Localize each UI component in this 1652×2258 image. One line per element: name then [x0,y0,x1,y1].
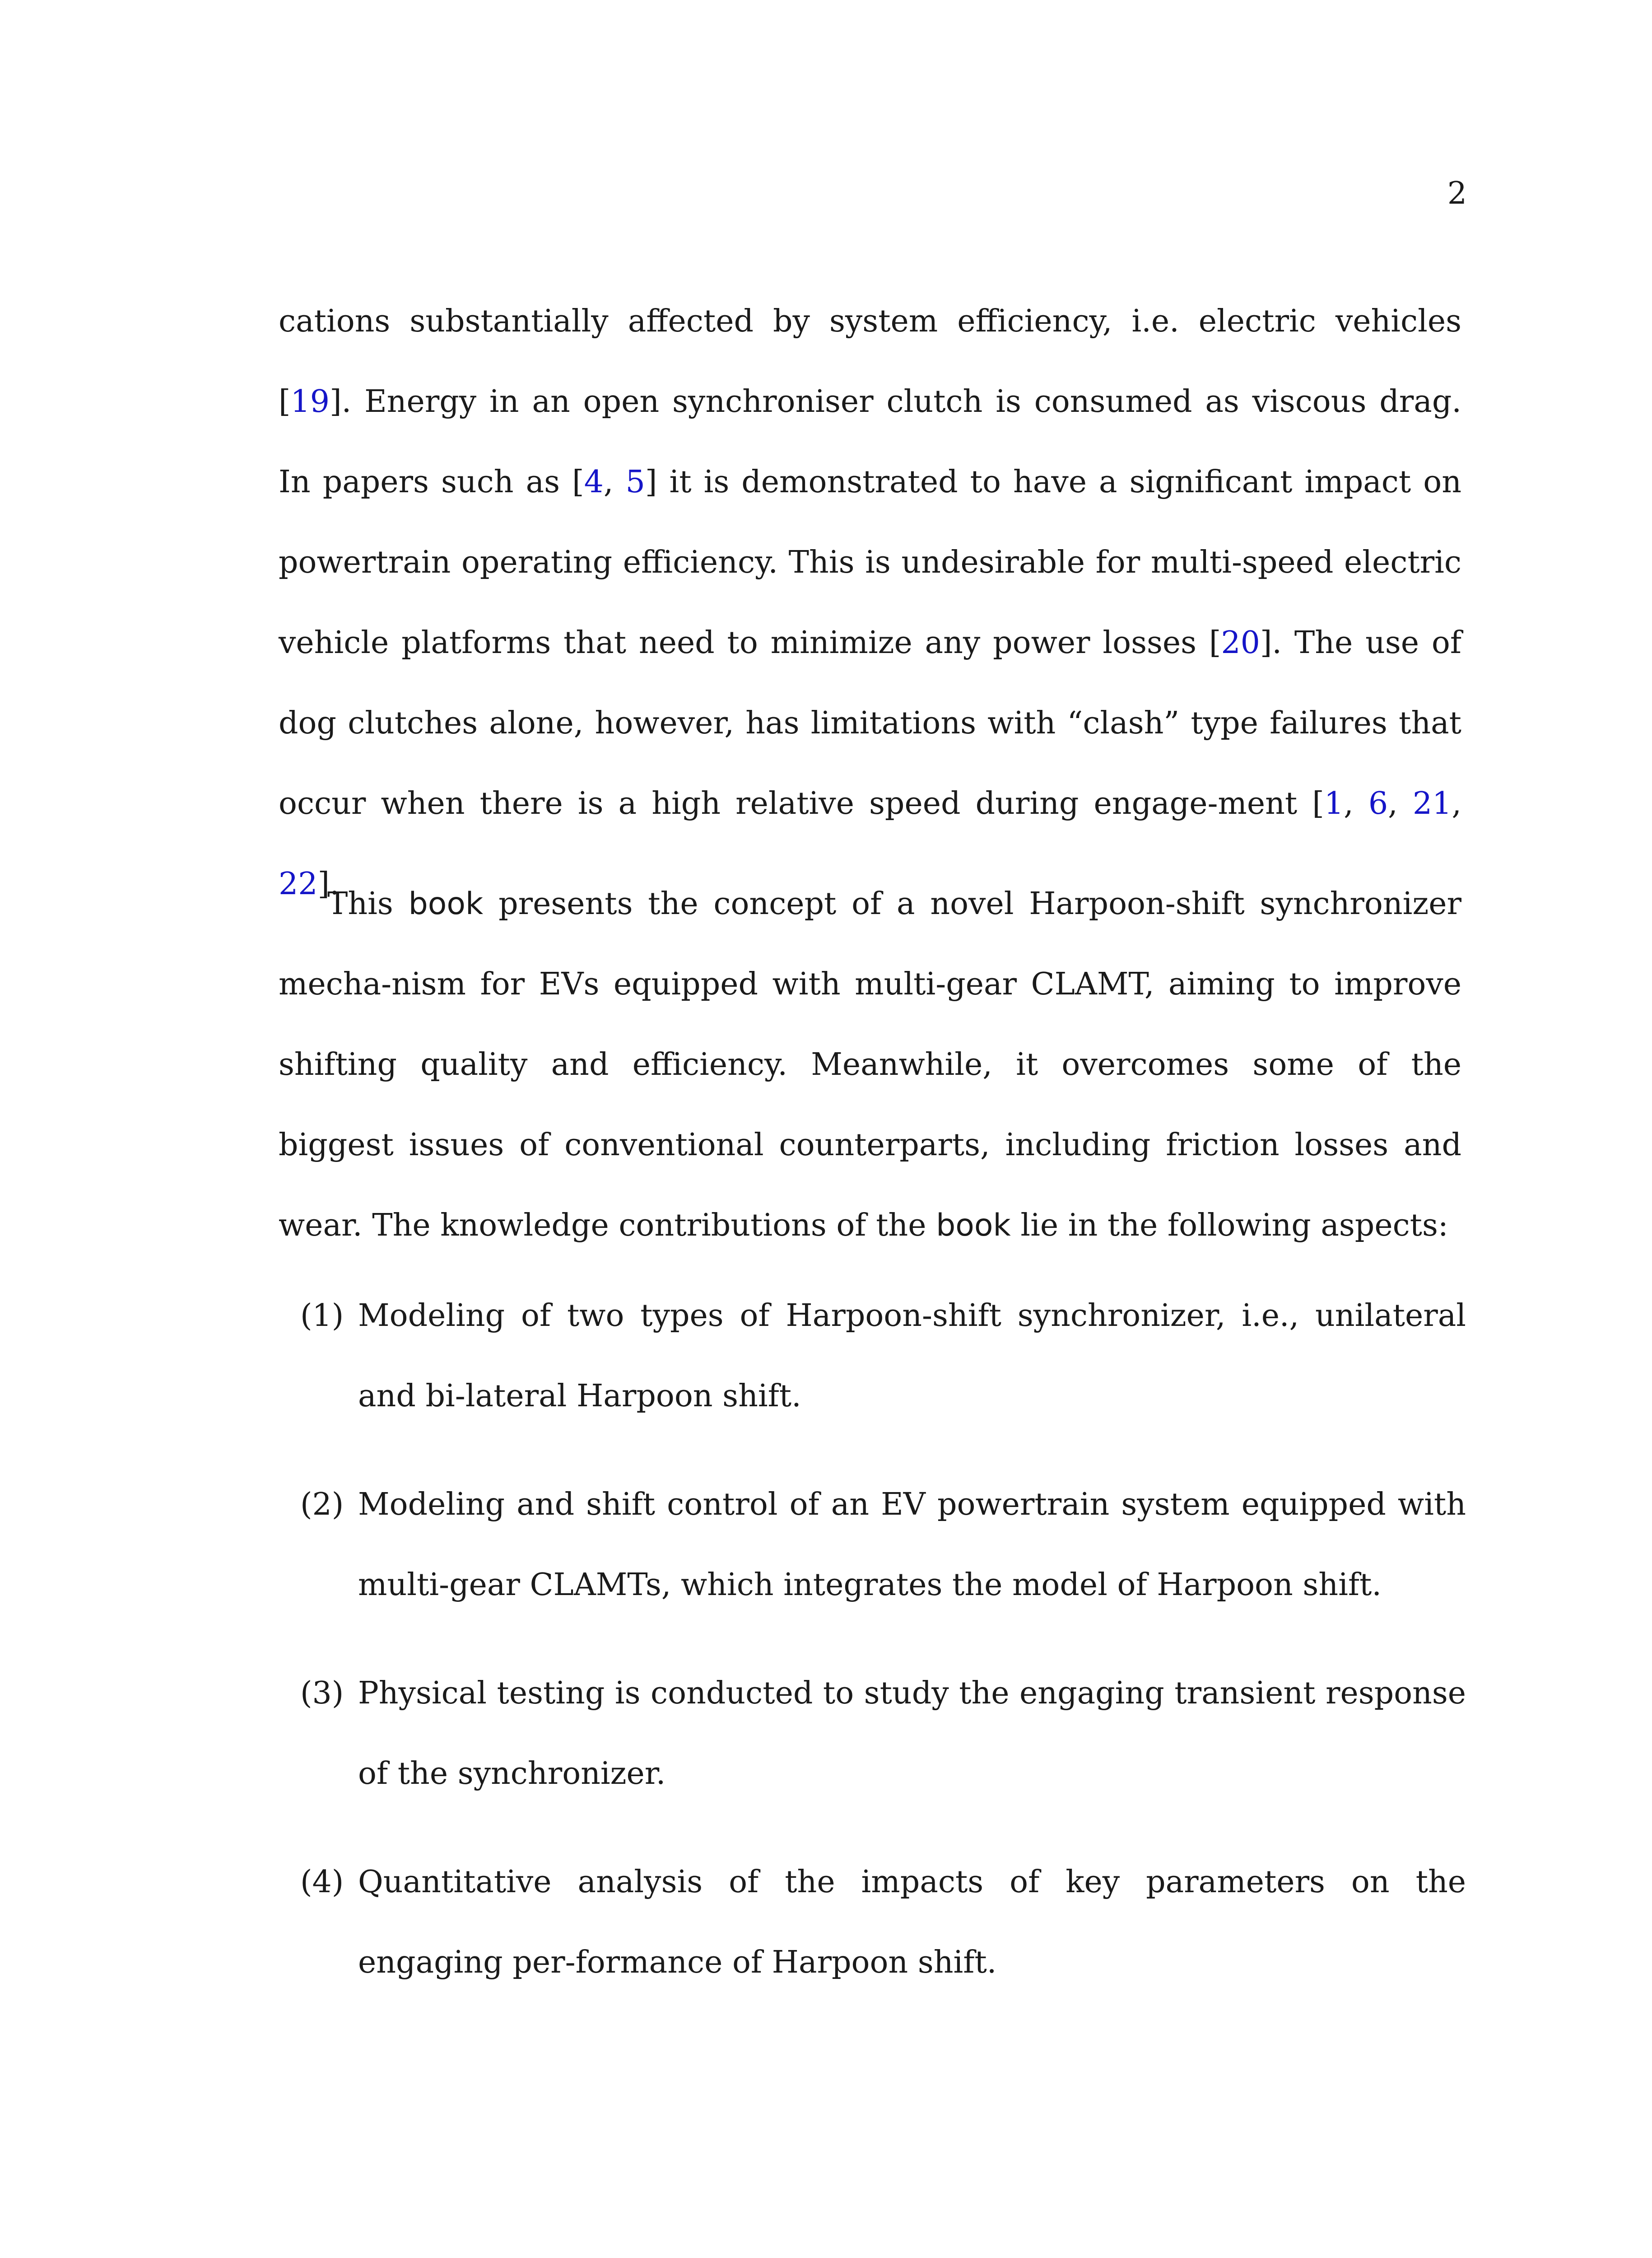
paragraph-text: , [1344,786,1368,821]
list-marker: (4) [300,1864,344,1900]
citation-link-19[interactable]: 19 [290,384,330,420]
list-item-text: Quantitative analysis of the impacts of key parameters on the engaging per-formance of Harpoon shift. [358,1864,1466,1980]
citation-link-1[interactable]: 1 [1324,786,1344,821]
paragraph-text: This [327,886,409,922]
citation-link-6[interactable]: 6 [1368,786,1388,821]
list-marker: (2) [300,1487,344,1522]
list-marker: (3) [300,1675,344,1711]
citation-link-20[interactable]: 20 [1221,625,1260,661]
contributions-list [300,1276,1466,2031]
list-item-text: Modeling and shift control of an EV powertrain system equipped with multi-gear CLAMTs, which integrates the model of Harpoon shift. [358,1487,1466,1603]
paragraph-text: ]. The use of dog clutches alone, however, has limitations with “clash” type failures that occur when there is a high relative speed during engage-ment [ [279,625,1461,821]
list-item-text: Modeling of two types of Harpoon-shift synchronizer, i.e., unilateral and bi-lateral Harpoon shift. [358,1298,1466,1414]
list-item [300,1842,1466,2003]
paragraph-text: cations substantially affected by system efficiency, i.e. electric vehicles [ [279,303,1461,420]
list-item [300,1653,1466,1814]
paragraph-text: lie in the following aspects: [1010,1208,1448,1243]
list-item [300,1276,1466,1437]
citation-link-22[interactable]: 22 [279,866,318,902]
citation-link-5[interactable]: 5 [625,464,645,500]
list-item [300,1465,1466,1625]
paragraph-book-overview [279,864,1461,1266]
paragraph-text: , [603,464,626,500]
paragraph-text: , [1388,786,1413,821]
paragraph-text: ] it is demonstrated to have a significant impact on powertrain operating efficiency. This is undesirable for multi-speed electric vehicle platforms that need to minimize any power losses [ [279,464,1461,661]
paragraph-text: , [1452,786,1462,821]
list-item-text: Physical testing is conducted to study the engaging transient response of the synchronizer. [358,1675,1466,1791]
page-number: 2 [1447,176,1467,211]
paragraph-intro-continued [279,281,1461,924]
paragraph-text: ]. Energy in an open synchroniser clutch is consumed as viscous drag. In papers such as [ [279,384,1461,500]
paragraph-text: ]. [317,866,340,902]
citation-link-4[interactable]: 4 [584,464,604,500]
highlighted-word-book: book [408,886,484,922]
paragraph-text: presents the concept of a novel Harpoon-shift synchronizer mecha-nism for EVs equipped with multi-gear CLAMT, aiming to improve shifting quality and efficiency. Meanwhile, it overcomes some of the biggest issues of conventional counterparts, including friction losses and wear. The knowledge contributions of the [279,886,1461,1243]
highlighted-word-book: book [936,1208,1011,1243]
list-marker: (1) [300,1298,344,1334]
citation-link-21[interactable]: 21 [1412,786,1452,821]
